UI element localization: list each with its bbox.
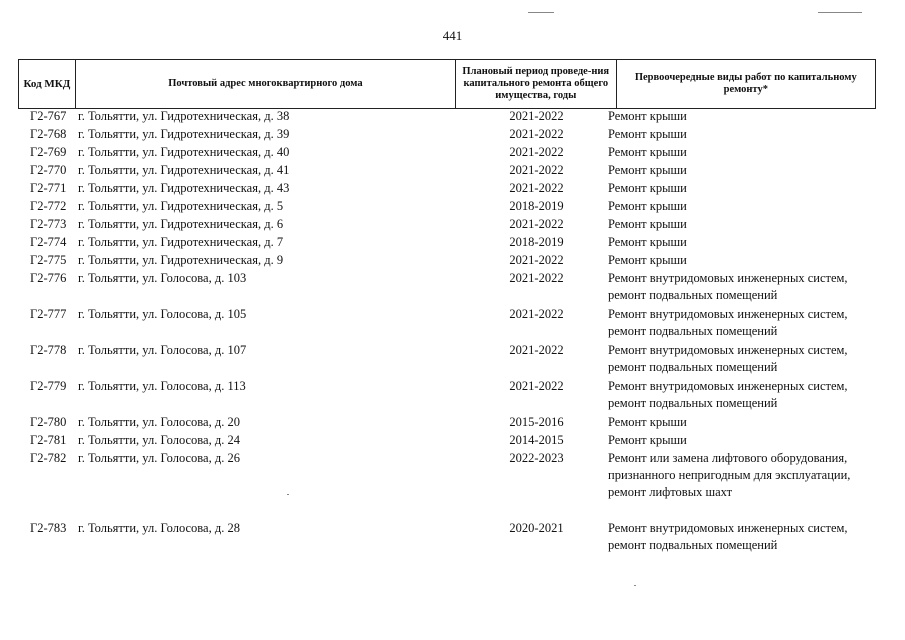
- row-address: г. Тольятти, ул. Гидротехническая, д. 38: [78, 109, 290, 123]
- row-period: 2021-2022: [509, 271, 564, 285]
- row-address: г. Тольятти, ул. Голосова, д. 107: [78, 343, 247, 357]
- header-works: Первоочередные виды работ по капитальному ремонту*: [634, 72, 857, 95]
- row-period: 2021-2022: [509, 163, 564, 177]
- row-code: Г2-783: [30, 521, 67, 535]
- row-works-line: ремонт подвальных помещений: [608, 538, 778, 552]
- row-period: 2021-2022: [509, 307, 564, 321]
- row-works: [608, 414, 878, 431]
- row-works: [608, 252, 878, 269]
- row-code: Г2-778: [30, 343, 67, 357]
- row-address: г. Тольятти, ул. Гидротехническая, д. 5: [78, 199, 284, 213]
- row-address: г. Тольятти, ул. Голосова, д. 105: [78, 307, 247, 321]
- header-code: Код МКД: [19, 60, 76, 108]
- row-period: 2021-2022: [509, 379, 564, 393]
- header-address: Почтовый адрес многоквартирного дома: [76, 60, 456, 108]
- row-code: Г2-773: [30, 217, 67, 231]
- row-works-line: Ремонт внутридомовых инженерных систем,: [608, 307, 848, 321]
- row-works-line: Ремонт крыши: [608, 253, 687, 267]
- row-code: Г2-772: [30, 199, 67, 213]
- row-address: г. Тольятти, ул. Голосова, д. 20: [78, 415, 240, 429]
- row-period: 2015-2016: [509, 415, 564, 429]
- row-address: г. Тольятти, ул. Гидротехническая, д. 39: [78, 127, 290, 141]
- row-works-line: Ремонт крыши: [608, 199, 687, 213]
- row-period: 2020-2021: [509, 521, 564, 535]
- header-period: Плановый период проведе-ния капитального ремонта общего имущества, годы: [456, 60, 617, 108]
- row-period: 2021-2022: [509, 217, 564, 231]
- scan-mark: [528, 12, 554, 13]
- row-address: г. Тольятти, ул. Гидротехническая, д. 7: [78, 235, 284, 249]
- row-works: [608, 198, 878, 215]
- row-code: Г2-780: [30, 415, 67, 429]
- row-code: Г2-771: [30, 181, 67, 195]
- row-period: 2018-2019: [509, 199, 564, 213]
- page-number: 441: [442, 28, 463, 43]
- row-works-line: Ремонт крыши: [608, 127, 687, 141]
- row-works: [608, 216, 878, 233]
- row-works-line: Ремонт крыши: [608, 415, 687, 429]
- row-works-line: ремонт подвальных помещений: [608, 288, 778, 302]
- scan-speck: [634, 585, 636, 586]
- row-code: Г2-774: [30, 235, 67, 249]
- row-code: Г2-769: [30, 145, 67, 159]
- row-works: [608, 108, 878, 125]
- row-works-line: признанного непригодным для эксплуатации,: [608, 468, 851, 482]
- row-address: г. Тольятти, ул. Голосова, д. 26: [78, 451, 240, 465]
- row-address: г. Тольятти, ул. Голосова, д. 113: [78, 379, 246, 393]
- row-address: г. Тольятти, ул. Голосова, д. 28: [78, 521, 240, 535]
- row-code: Г2-768: [30, 127, 67, 141]
- row-code: Г2-781: [30, 433, 67, 447]
- scan-speck: [287, 494, 289, 495]
- row-period: 2021-2022: [509, 181, 564, 195]
- row-code: Г2-767: [30, 109, 67, 123]
- row-works: [608, 432, 878, 449]
- scan-mark: [818, 12, 862, 13]
- row-address: г. Тольятти, ул. Голосова, д. 103: [78, 271, 247, 285]
- row-works-line: Ремонт крыши: [608, 433, 687, 447]
- row-works: [608, 306, 878, 340]
- row-works: [608, 126, 878, 143]
- row-works-line: Ремонт внутридомовых инженерных систем,: [608, 379, 848, 393]
- row-works-line: ремонт подвальных помещений: [608, 360, 778, 374]
- row-code: Г2-770: [30, 163, 67, 177]
- row-code: Г2-776: [30, 271, 67, 285]
- row-works: [608, 234, 878, 251]
- row-period: 2021-2022: [509, 145, 564, 159]
- row-works-line: Ремонт внутридомовых инженерных систем,: [608, 271, 848, 285]
- row-code: Г2-777: [30, 307, 67, 321]
- row-works: [608, 162, 878, 179]
- row-code: Г2-782: [30, 451, 67, 465]
- row-works: [608, 450, 878, 501]
- row-works: [608, 270, 878, 304]
- row-code: Г2-775: [30, 253, 67, 267]
- row-period: 2014-2015: [509, 433, 564, 447]
- row-works-line: ремонт подвальных помещений: [608, 396, 778, 410]
- table-header: [18, 59, 876, 109]
- row-period: 2021-2022: [509, 343, 564, 357]
- row-period: 2018-2019: [509, 235, 564, 249]
- row-address: г. Тольятти, ул. Гидротехническая, д. 43: [78, 181, 290, 195]
- row-period: 2021-2022: [509, 109, 564, 123]
- row-address: г. Тольятти, ул. Голосова, д. 24: [78, 433, 240, 447]
- row-works-line: Ремонт крыши: [608, 217, 687, 231]
- row-works-line: Ремонт крыши: [608, 109, 687, 123]
- row-address: г. Тольятти, ул. Гидротехническая, д. 40: [78, 145, 290, 159]
- row-code: Г2-779: [30, 379, 67, 393]
- row-works-line: Ремонт крыши: [608, 145, 687, 159]
- row-address: г. Тольятти, ул. Гидротехническая, д. 9: [78, 253, 284, 267]
- row-period: 2021-2022: [509, 253, 564, 267]
- row-works-line: ремонт лифтовых шахт: [608, 485, 733, 499]
- row-works: [608, 144, 878, 161]
- row-works-line: Ремонт или замена лифтового оборудования,: [608, 451, 848, 465]
- row-address: г. Тольятти, ул. Гидротехническая, д. 41: [78, 163, 290, 177]
- row-works-line: Ремонт крыши: [608, 235, 687, 249]
- row-works-line: ремонт подвальных помещений: [608, 324, 778, 338]
- row-period: 2021-2022: [509, 127, 564, 141]
- row-works: [608, 342, 878, 376]
- row-period: 2022-2023: [509, 451, 564, 465]
- row-works-line: Ремонт крыши: [608, 181, 687, 195]
- row-address: г. Тольятти, ул. Гидротехническая, д. 6: [78, 217, 284, 231]
- row-works-line: Ремонт крыши: [608, 163, 687, 177]
- row-works-line: Ремонт внутридомовых инженерных систем,: [608, 521, 848, 535]
- row-works: [608, 180, 878, 197]
- row-works: [608, 378, 878, 412]
- row-works: [608, 520, 878, 554]
- row-works-line: Ремонт внутридомовых инженерных систем,: [608, 343, 848, 357]
